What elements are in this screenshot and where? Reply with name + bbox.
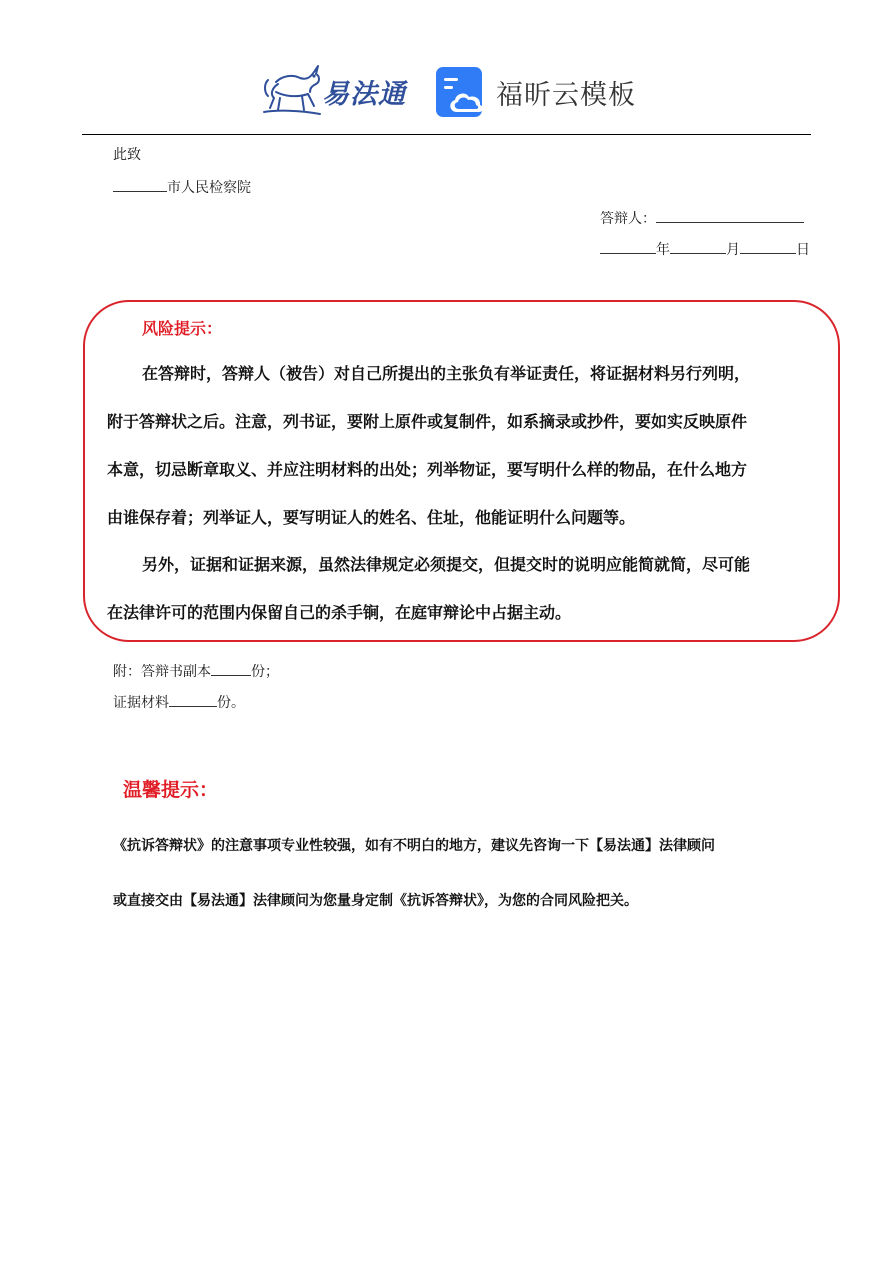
respondent-label: 答辩人： — [600, 211, 656, 227]
attachment-copies-line — [113, 661, 279, 681]
date-month: 月 — [726, 242, 740, 258]
risk-line-3: 本意，切忌断章取义、并应注明材料的出处；列举物证，要写明什么样的物品，在什么地方 — [107, 460, 748, 479]
day-blank — [740, 239, 796, 254]
risk-line-4: 由谁保存着；列举证人，要写明证人的姓名、住址，他能证明什么问题等。 — [107, 508, 636, 527]
risk-line-6: 在法律许可的范围内保留自己的杀手锏，在庭审辩论中占据主动。 — [107, 603, 572, 622]
year-blank — [600, 239, 656, 254]
foxit-template-logo — [435, 66, 635, 118]
yifatong-logo — [262, 62, 412, 118]
copies-suffix: 份； — [251, 664, 279, 680]
unicorn-horse-icon — [262, 62, 324, 118]
risk-title: 风险提示： — [142, 319, 223, 338]
recipient-line — [113, 177, 251, 197]
risk-line-2: 附于答辩状之后。注意，列书证，要附上原件或复制件，如系摘录或抄件，要如实反映原件 — [107, 412, 748, 431]
attachment-evidence-line — [113, 692, 245, 712]
evidence-blank — [169, 692, 217, 707]
warm-tip-line-1: 《抗诉答辩状》的注意事项专业性较强，如有不明白的地方，建议先咨询一下【易法通】法律顾问 — [113, 838, 715, 854]
evidence-suffix: 份。 — [217, 695, 245, 711]
evidence-prefix: 证据材料 — [113, 695, 169, 711]
copies-prefix: 附：答辩书副本 — [113, 664, 211, 680]
warm-tip-line-2: 或直接交由【易法通】法律顾问为您量身定制《抗诉答辩状》，为您的合同风险把关。 — [113, 893, 638, 909]
page-header — [0, 0, 893, 136]
logo2-text: 福昕云模板 — [496, 80, 636, 111]
greeting-text: 此致 — [113, 147, 141, 163]
date-line — [600, 239, 810, 259]
cloud-document-icon — [435, 66, 487, 118]
respondent-line — [600, 208, 804, 228]
copies-blank — [211, 661, 251, 676]
recipient-suffix: 市人民检察院 — [167, 180, 251, 196]
recipient-blank — [113, 177, 167, 192]
logo1-text: 易法通 — [322, 79, 406, 110]
date-year: 年 — [656, 242, 670, 258]
header-divider — [82, 134, 811, 135]
warm-tip-title: 温馨提示： — [123, 779, 219, 801]
risk-line-1: 在答辩时，答辩人（被告）对自己所提出的主张负有举证责任，将证据材料另行列明， — [142, 364, 751, 383]
respondent-blank — [656, 208, 804, 223]
month-blank — [670, 239, 726, 254]
date-day: 日 — [796, 242, 810, 258]
risk-line-5: 另外，证据和证据来源，虽然法律规定必须提交，但提交时的说明应能简就简，尽可能 — [142, 555, 751, 574]
